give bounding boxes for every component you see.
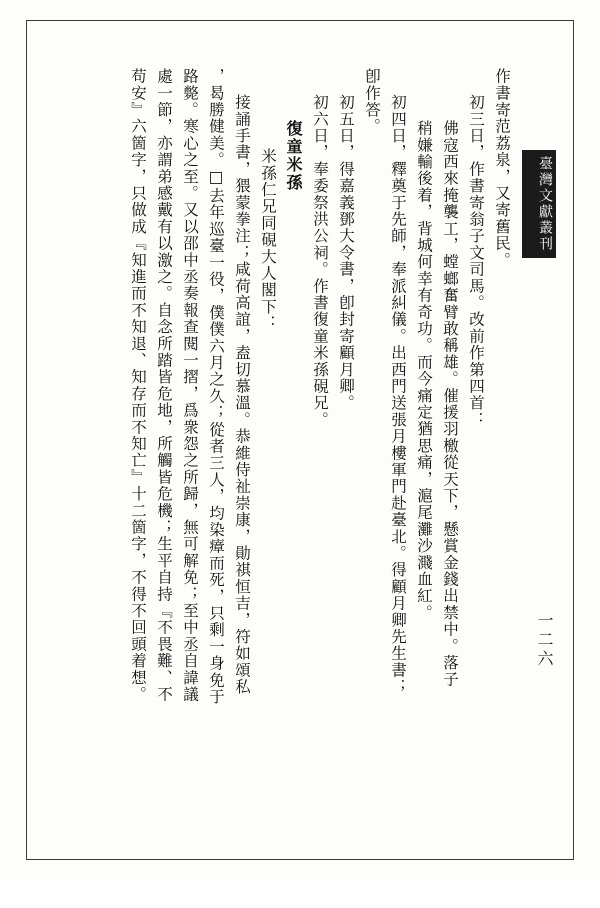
text-column: 初三日，作書寄翁子文司馬。改前作第四首： bbox=[467, 94, 485, 428]
running-title: 臺灣文獻叢刊 bbox=[522, 150, 556, 258]
text-column: 初六日，奉委祭洪公祠。作書復童米孫硯兄。 bbox=[311, 94, 329, 428]
text-column: 米孫仁兄同硯大人閣下： bbox=[259, 148, 277, 332]
page-number: 一二六 bbox=[535, 612, 554, 669]
text-column: 苟安』六箇字，只做成『知進而不知退、知存而不知亡』十二箇字，不得不回頭着想。 bbox=[129, 68, 147, 703]
text-column: 佛寇西來掩襲工，螳螂奮臂敢稱雄。催援羽檄從天下，懸賞金錢出禁中。落子 bbox=[441, 120, 459, 688]
text-column: 作書寄范荔泉，又寄舊民。 bbox=[493, 68, 511, 269]
text-column: 初五日，得嘉義鄧大令書，卽封寄顧月卿。 bbox=[337, 94, 355, 412]
text-column: 接誦手書，猥蒙拳注；咸荷高誼，盍切慕溫。恭維侍祉崇康，勛祺恒吉，符如頌私 bbox=[233, 94, 251, 696]
section-heading: 復童米孫 bbox=[284, 120, 303, 192]
text-column: 稍嫌輸後着，背城何幸有奇功。而今痛定猶思痛，滬尾灘沙濺血紅。 bbox=[415, 120, 433, 621]
text-column: 初四日，釋奠于先師，奉派糾儀。出西門送張月樓軍門赴臺北。得顧月卿先生書； bbox=[389, 94, 407, 696]
text-column: 路斃。寒心之至。又以邵中丞奏報查閱一摺，爲衆怨之所歸，無可解免；至中丞自諱議 bbox=[181, 68, 199, 703]
text-column: 處一節，亦謂弟感戴有以激之。自念所踏皆危地，所觸皆危機；生平自持『不畏難、不 bbox=[155, 68, 173, 703]
text-column: 卽作答。 bbox=[363, 68, 381, 135]
vertical-text-block bbox=[44, 68, 514, 828]
text-column: ，曷勝健美。□去年巡臺一役，僕僕六月之久；從者三人，均染瘴而死，只剩一身免于 bbox=[207, 68, 225, 706]
